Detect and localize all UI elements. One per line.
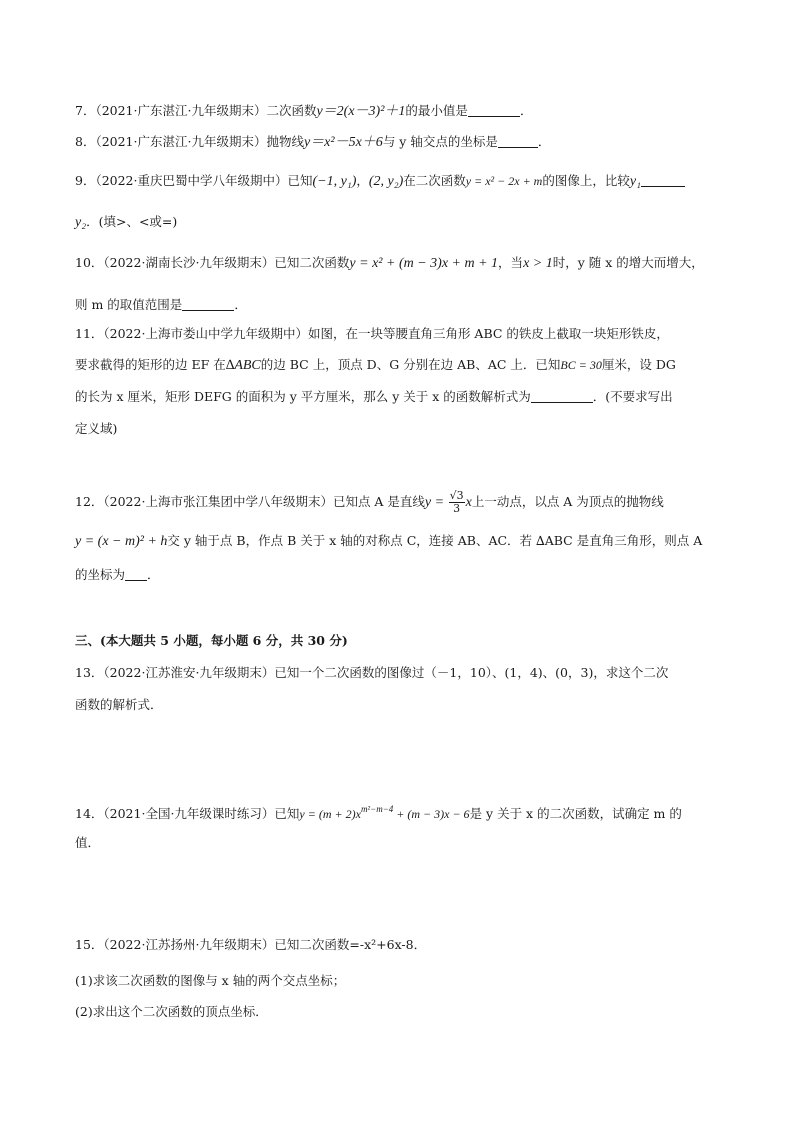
q11-line-3-end: ．(不要求写出: [592, 389, 673, 404]
q11-line-3: 的长为 x 厘米，矩形 DEFG 的面积为 y 平方厘米，那么 y 关于 x 的函数解析式为: [75, 389, 531, 404]
q8-answer-blank[interactable]: [498, 134, 538, 148]
q7-end: ．: [519, 103, 533, 118]
q7-answer-blank[interactable]: [468, 103, 520, 117]
question-12-line-2: [75, 532, 702, 551]
question-14: [75, 800, 682, 823]
q8-prefix: 8．（2021·广东湛江·九年级期末）抛物线: [75, 134, 304, 149]
q9-expression: y = x² − 2x + m: [465, 174, 543, 188]
q8-expression: y＝x²－5x＋6: [303, 135, 383, 150]
q15-part-1: (1)求该二次函数的图像与 x 轴的两个交点坐标；: [75, 973, 346, 988]
q14-expression-b: + (m − 3)x − 6: [393, 807, 470, 821]
q12-line-3: 的坐标为: [75, 567, 126, 582]
question-9: [75, 172, 685, 191]
q9-y2: y₂: [75, 215, 87, 230]
q11-bc: BC = 30: [560, 358, 602, 372]
q9-point-2: (2, y₂): [368, 174, 404, 189]
q14-expression-a: y = (m + 2)x: [299, 807, 361, 821]
q10-expression: y = x² + (m − 3)x + m + 1: [349, 256, 499, 271]
q12-answer-blank[interactable]: [125, 567, 147, 581]
q12-y-eq: y =: [424, 495, 448, 510]
q12-frac-num: √3: [449, 489, 464, 502]
q10-line-2: 则 m 的取值范围是: [75, 297, 183, 312]
q7-suffix: 的最小值是: [405, 103, 468, 118]
question-13-line-2: [75, 696, 163, 714]
q8-end: ．: [537, 134, 551, 149]
q7-expression: y＝2(x－3)²＋1: [316, 104, 406, 119]
question-9-line-2: [75, 213, 177, 232]
q14-exponent: m²−m−4: [360, 804, 394, 814]
question-14-line-2: [75, 834, 100, 852]
q11-line-2a: 要求截得的矩形的边 EF 在: [75, 357, 226, 372]
q14-suffix: 是 y 关于 x 的二次函数，试确定 m 的: [469, 806, 682, 821]
q10-answer-blank[interactable]: [182, 297, 234, 311]
question-10: [75, 254, 704, 273]
q10-mid: ，当: [498, 255, 524, 270]
q10-suffix: 时，y 随 x 的增大而增大，: [552, 255, 704, 270]
q12-frac-den: 3: [453, 502, 461, 515]
q11-line-2b: 的边 BC 上，顶点 D、G 分别在边 AB、AC 上．已知: [260, 357, 561, 372]
question-8: [75, 133, 550, 152]
section-3-heading: [75, 632, 348, 650]
q12-fraction: [449, 490, 465, 515]
q10-end: ．: [234, 297, 247, 312]
q11-line-4: 定义域): [75, 421, 118, 436]
q9-suffix: 的图像上，比较: [542, 173, 630, 188]
question-11: [75, 325, 669, 343]
q7-prefix: 7．（2021·广东湛江·九年级期末）二次函数: [75, 103, 317, 118]
q11-line-1: 11．（2022·上海市娄山中学九年级期中）如图，在一块等腰直角三角形 ABC 的铁皮上截取一块矩形铁皮，: [75, 326, 669, 341]
q12-x-var: x: [465, 495, 472, 510]
question-11-line-3: [75, 388, 673, 406]
question-13: [75, 664, 668, 682]
q9-mid: 在二次函数: [403, 173, 466, 188]
q8-suffix: 与 y 轴交点的坐标是: [382, 134, 498, 149]
q12-y-eq-2: y =: [75, 534, 98, 549]
q9-y1: y₁: [629, 174, 641, 189]
q9-prefix: 9．（2022·重庆巴蜀中学八年级期中）已知: [75, 173, 313, 188]
q12-line-1a: 12．（2022·上海市张江集团中学八年级期末）已知点 A 是直线: [75, 494, 425, 509]
q12-line-2: 交 y 轴于点 B，作点 B 关于 x 轴的对称点 C，连接 AB、AC．若 ∆ABC 是直角三角形，则点 A: [167, 533, 703, 548]
q9-separator: ，: [356, 173, 369, 188]
question-15-part-2: [75, 1003, 268, 1021]
q11-line-2c: 厘米，设 DG: [601, 357, 676, 372]
q10-condition: x > 1: [523, 256, 553, 271]
question-11-line-2: [75, 356, 676, 375]
question-15-part-1: [75, 972, 345, 990]
q9-answer-blank[interactable]: [641, 173, 685, 187]
q13-line-2: 函数的解析式．: [75, 697, 163, 712]
question-11-line-4: [75, 420, 117, 438]
q11-triangle: ∆ABC: [225, 358, 261, 373]
q14-prefix: 14．（2021·全国·九年级课时练习）已知: [75, 806, 300, 821]
q12-line-1b: 上一动点，以点 A 为顶点的抛物线: [471, 494, 664, 509]
q11-answer-blank[interactable]: [531, 389, 593, 403]
q14-line-2: 值．: [75, 835, 101, 850]
q15-line-1: 15．（2022·江苏扬州·九年级期末）已知二次函数=-x²+6x-8．: [75, 937, 427, 952]
question-7: [75, 102, 532, 121]
section-3-title: 三、(本大题共 5 小题，每小题 6 分，共 30 分): [75, 633, 348, 648]
question-12: [75, 490, 664, 515]
q12-end: ．: [147, 567, 160, 582]
question-12-line-3: [75, 566, 160, 584]
q9-hint: ．(填>、<或=): [86, 214, 178, 229]
question-15: [75, 936, 426, 954]
question-10-line-2: [75, 296, 247, 314]
q10-prefix: 10．（2022·湖南长沙·九年级期末）已知二次函数: [75, 255, 350, 270]
q12-parabola: (x − m)² + h: [97, 534, 168, 549]
q13-line-1: 13．（2022·江苏淮安·九年级期末）已知一个二次函数的图像过（－1，10）、(1，4)、(0，3)，求这个二次: [75, 665, 669, 680]
q15-part-2: (2)求出这个二次函数的顶点坐标．: [75, 1004, 268, 1019]
q9-point-1: (−1, y₁): [312, 174, 357, 189]
